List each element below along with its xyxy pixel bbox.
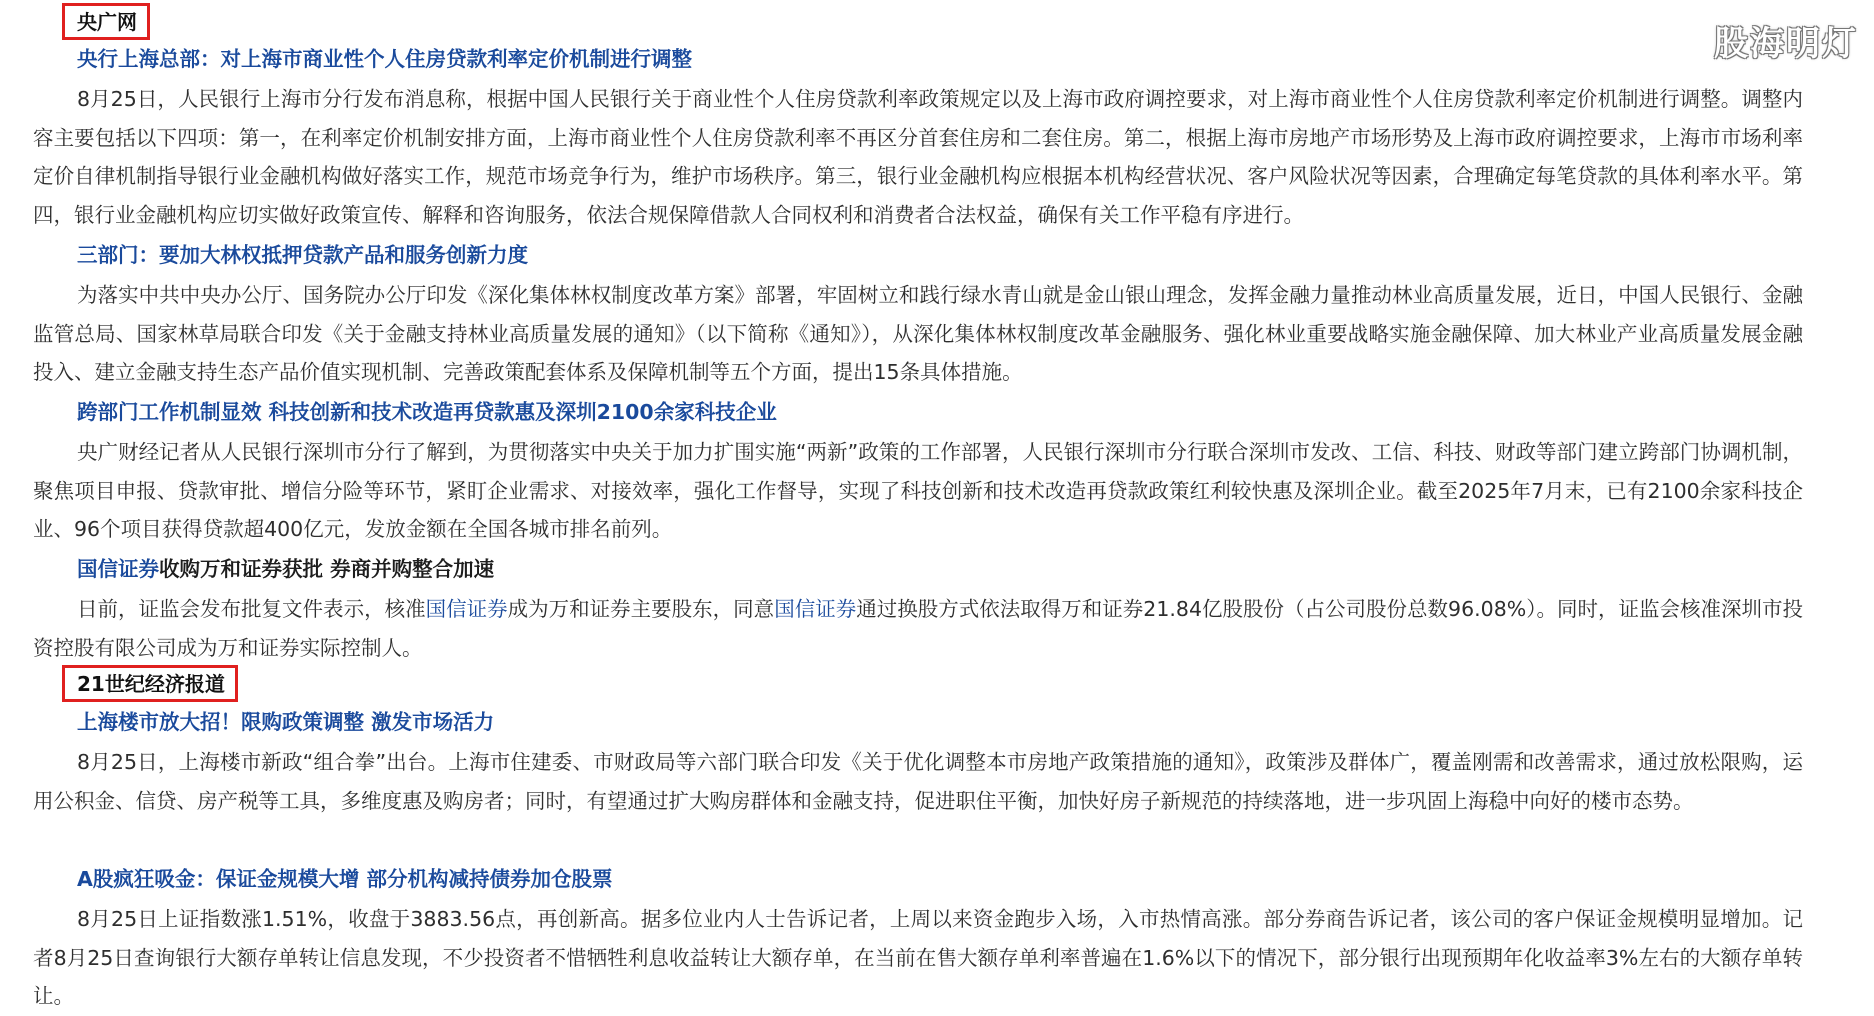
source-label-21st-century: 21世纪经济报道	[62, 665, 238, 702]
headline-link[interactable]: 上海楼市放大招！限购政策调整 激发市场活力	[77, 710, 495, 734]
stock-link[interactable]: 国信证券	[77, 557, 159, 581]
watermark: 股海明灯	[1714, 24, 1858, 64]
paragraph-text: 日前，证监会发布批复文件表示，核准	[77, 597, 426, 621]
headline	[77, 555, 494, 583]
headline-link[interactable]: A股疯狂吸金：保证金规模大增 部分机构减持债券加仓股票	[77, 867, 613, 891]
source-label-cnr: 央广网	[62, 3, 150, 40]
headline-link[interactable]: 跨部门工作机制显效 科技创新和技术改造再贷款惠及深圳2100余家科技企业	[77, 400, 777, 424]
paragraph-text: 通过换股方式依法取得万和证券21.84亿股股份（占公司股份总数96.08%）。同时，证监会核准深圳市投资控股有限公司成为万和证券实际控制人。	[33, 597, 1804, 660]
paragraph-text: 成为万和证券主要股东，同意	[507, 597, 775, 621]
article-paragraph: 8月25日上证指数涨1.51%，收盘于3883.56点，再创新高。据多位业内人士告诉记者，上周以来资金跑步入场，入市热情高涨。部分券商告诉记者，该公司的客户保证金规模明显增加。记者8月25日查询银行大额存单转让信息发现，不少投资者不惜牺牲利息收益转让大额存单，在当前在售大额存单利率普遍在1.6%以下的情况下，部分银行出现预期年化收益率3%左右的大额存单转让。	[33, 907, 1803, 1008]
headline-link[interactable]: 央行上海总部：对上海市商业性个人住房贷款利率定价机制进行调整	[77, 47, 692, 71]
headline-text: 收购万和证券获批 券商并购整合加速	[159, 557, 495, 581]
article-paragraph: 8月25日，人民银行上海市分行发布消息称，根据中国人民银行关于商业性个人住房贷款利率政策规定以及上海市政府调控要求，对上海市商业性个人住房贷款利率定价机制进行调整。调整内容主要包括以下四项：第一，在利率定价机制安排方面，上海市商业性个人住房贷款利率不再区分首套住房和二套住房。第二，根据上海市房地产市场形势及上海市政府调控要求，上海市市场利率定价自律机制指导银行业金融机构做好落实工作，规范市场竞争行为，维护市场秩序。第三，银行业金融机构应根据本机构经营状况、客户风险状况等因素，合理确定每笔贷款的具体利率水平。第四，银行业金融机构应切实做好政策宣传、解释和咨询服务，依法合规保障借款人合同权利和消费者合法权益，确保有关工作平稳有序进行。	[33, 87, 1803, 227]
stock-link[interactable]: 国信证券	[425, 597, 508, 621]
headline-link[interactable]: 三部门：要加大林权抵押贷款产品和服务创新力度	[77, 243, 528, 267]
article-paragraph: 央广财经记者从人民银行深圳市分行了解到，为贯彻落实中央关于加力扩围实施“两新”政策的工作部署，人民银行深圳市分行联合深圳市发改、工信、科技、财政等部门建立跨部门协调机制，聚焦项目申报、贷款审批、增信分险等环节，紧盯企业需求、对接效率，强化工作督导，实现了科技创新和技术改造再贷款政策红利较快惠及深圳企业。截至2025年7月末，已有2100余家科技企业、96个项目获得贷款超400亿元，发放金额在全国各城市排名前列。	[33, 440, 1803, 541]
article-paragraph: 为落实中共中央办公厅、国务院办公厅印发《深化集体林权制度改革方案》部署，牢固树立和践行绿水青山就是金山银山理念，发挥金融力量推动林业高质量发展，近日，中国人民银行、金融监管总局、国家林草局联合印发《关于金融支持林业高质量发展的通知》（以下简称《通知》），从深化集体林权制度改革金融服务、强化林业重要战略实施金融保障、加大林业产业高质量发展金融投入、建立金融支持生态产品价值实现机制、完善政策配套体系及保障机制等五个方面，提出15条具体措施。	[33, 283, 1803, 384]
stock-link[interactable]: 国信证券	[774, 597, 857, 621]
article-paragraph	[33, 590, 1803, 667]
article-paragraph: 8月25日，上海楼市新政“组合拳”出台。上海市住建委、市财政局等六部门联合印发《关于优化调整本市房地产政策措施的通知》，政策涉及群体广，覆盖刚需和改善需求，通过放松限购，运用公积金、信贷、房产税等工具，多维度惠及购房者；同时，有望通过扩大购房群体和金融支持，促进职住平衡，加快好房子新规范的持续落地，进一步巩固上海稳中向好的楼市态势。	[33, 750, 1803, 813]
